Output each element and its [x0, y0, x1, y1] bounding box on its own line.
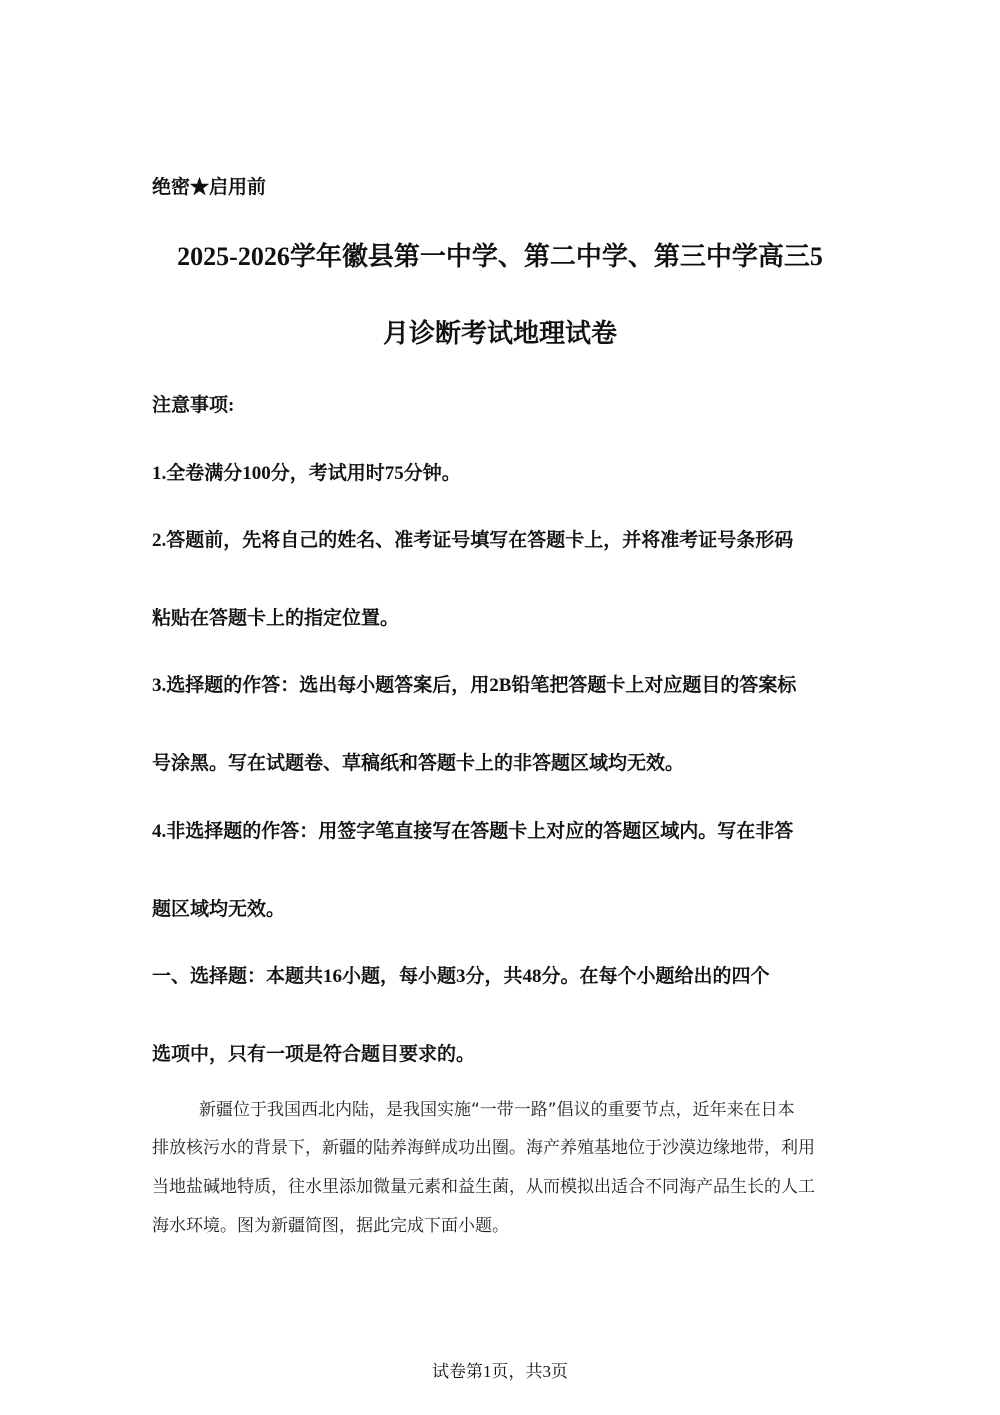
passage-line1: 新疆位于我国西北内陆，是我国实施“一带一路”倡议的重要节点，近年来在日本	[199, 1100, 795, 1120]
secret-mark: 绝密★启用前	[152, 177, 267, 198]
notice-item-2-line2: 粘贴在答题卡上的指定位置。	[152, 608, 400, 629]
notice-item-1: 1.全卷满分100分，考试用时75分钟。	[152, 463, 461, 484]
notice-item-4-line1: 4.非选择题的作答：用签字笔直接写在答题卡上对应的答题区域内。写在非答	[152, 821, 794, 842]
notice-heading: 注意事项:	[152, 395, 235, 416]
notice-item-3-line2: 号涂黑。写在试题卷、草稿纸和答题卡上的非答题区域均无效。	[152, 753, 685, 774]
section-heading-line1: 一、选择题：本题共16小题，每小题3分，共48分。在每个小题给出的四个	[152, 966, 770, 987]
page-footer: 试卷第1页，共3页	[432, 1362, 568, 1381]
section-heading-line2: 选项中，只有一项是符合题目要求的。	[152, 1044, 476, 1065]
passage-line2: 排放核污水的背景下，新疆的陆养海鲜成功出圈。海产养殖基地位于沙漠边缘地带，利用	[152, 1138, 815, 1158]
passage-line3: 当地盐碱地特质，往水里添加微量元素和益生菌，从而模拟出适合不同海产品生长的人工	[152, 1177, 815, 1197]
exam-title-line1: 2025-2026学年徽县第一中学、第二中学、第三中学高三5	[177, 242, 823, 271]
passage-line4: 海水环境。图为新疆简图，据此完成下面小题。	[152, 1216, 509, 1236]
notice-item-2-line1: 2.答题前，先将自己的姓名、准考证号填写在答题卡上，并将准考证号条形码	[152, 530, 794, 551]
notice-item-3-line1: 3.选择题的作答：选出每小题答案后，用2B铅笔把答题卡上对应题目的答案标	[152, 675, 797, 696]
exam-title-line2: 月诊断考试地理试卷	[382, 319, 617, 348]
notice-item-4-line2: 题区域均无效。	[152, 899, 286, 920]
